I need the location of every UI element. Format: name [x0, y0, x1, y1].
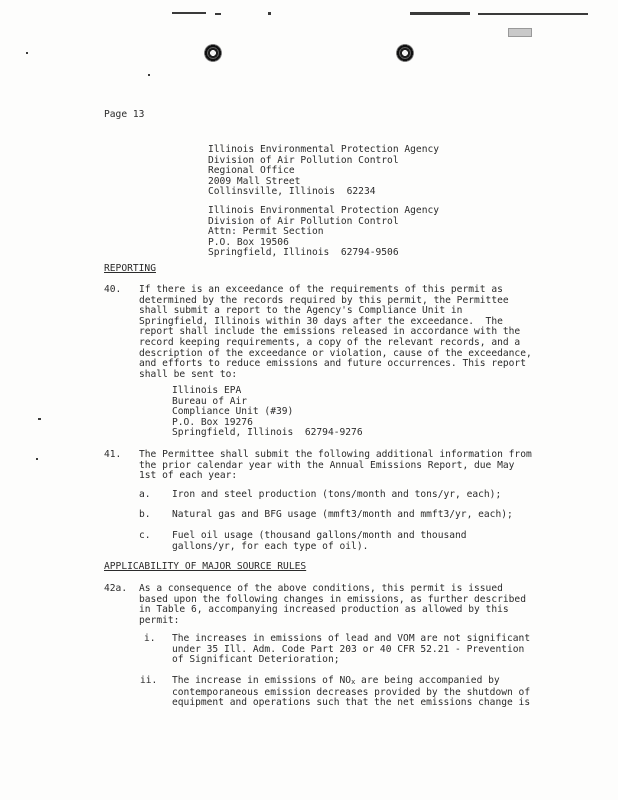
address-block-compliance-unit [172, 386, 363, 439]
address-line: Illinois EPA [172, 385, 242, 396]
paragraph-line: 1st of each year: [139, 470, 238, 482]
address-line: Regional Office [208, 165, 295, 177]
paragraph-line: the prior calendar year with the Annual Emissions Report, due May [139, 459, 515, 471]
paragraph-line: in Table 6, accompanying increased production as allowed by this [139, 604, 509, 616]
address-line: Springfield, Illinois 62794-9276 [172, 427, 363, 439]
scan-edge-mark [268, 12, 271, 15]
item-42a-number: 42a. [104, 583, 128, 594]
punch-hole [204, 44, 222, 62]
subitem-a-text: Iron and steel production (tons/month and tons/yr, each); [172, 489, 502, 500]
paragraph-line: of Significant Deterioration; [172, 654, 340, 666]
page-label: Page 13 [104, 109, 145, 120]
paragraph-line: shall submit a report to the Agency's Compliance Unit in [139, 305, 463, 317]
scan-edge-mark [215, 13, 221, 15]
paragraph-line: The Permittee shall submit the following additional information from [139, 449, 532, 460]
paragraph-line: permit: [139, 614, 180, 626]
paragraph-line: equipment and operations such that the net emissions change is [172, 697, 531, 709]
address-line: Bureau of Air [172, 395, 248, 407]
address-line: Division of Air Pollution Control [208, 215, 399, 227]
address-block-permit-section [208, 206, 439, 259]
address-line: P.O. Box 19276 [172, 416, 253, 428]
paragraph-line: shall be sent to: [139, 368, 238, 380]
item-41-text [139, 450, 532, 482]
paragraph-line: and efforts to reduce emissions and future occurrences. This report [139, 358, 526, 370]
subitem-b-text: Natural gas and BFG usage (mmft3/month and mmft3/yr, each); [172, 509, 513, 520]
paragraph-line: record keeping requirements, a copy of the relevant records, and a [139, 336, 521, 348]
paragraph-line: determined by the records required by this permit, the Permittee [139, 294, 509, 306]
nox-text: The increase in emissions of NO [172, 675, 352, 686]
scan-edge-mark [410, 12, 470, 15]
paragraph-line: The increases in emissions of lead and VOM are not significant [172, 633, 531, 644]
scan-edge-mark [172, 12, 206, 14]
applicability-heading: APPLICABILITY OF MAJOR SOURCE RULES [104, 561, 307, 572]
punch-hole [396, 44, 414, 62]
address-line: P.O. Box 19506 [208, 236, 289, 248]
stamp-mark [508, 28, 532, 37]
subitem-a-label: a. [139, 489, 151, 500]
address-line: Division of Air Pollution Control [208, 154, 399, 166]
paragraph-line: Springfield, Illinois within 30 days after the exceedance. The [139, 315, 503, 327]
address-line: Illinois Environmental Protection Agency [208, 144, 440, 155]
item-42a-i-text [172, 634, 530, 666]
item-42a-i-label: i. [144, 633, 156, 644]
scan-edge-mark [38, 418, 41, 420]
subitem-c-label: c. [139, 530, 151, 541]
address-line: Compliance Unit (#39) [172, 406, 294, 418]
nox-subscript: x [351, 678, 356, 686]
paragraph-line: under 35 Ill. Adm. Code Part 203 or 40 CFR 52.21 - Prevention [172, 643, 525, 655]
address-line: Attn: Permit Section [208, 226, 324, 238]
paragraph-line: Fuel oil usage (thousand gallons/month and thousand [172, 530, 467, 541]
address-line: 2009 Mall Street [208, 175, 301, 187]
item-40-number: 40. [104, 284, 122, 295]
item-41-number: 41. [104, 449, 122, 460]
paragraph-line: If there is an exceedance of the requirements of this permit as [139, 284, 503, 295]
subitem-b-label: b. [139, 509, 151, 520]
subitem-c-text [172, 531, 467, 552]
item-42a-ii-text [172, 676, 530, 709]
reporting-heading: REPORTING [104, 263, 156, 274]
address-line: Collinsville, Illinois 62234 [208, 186, 376, 198]
paragraph-line: gallons/yr, for each type of oil). [172, 540, 369, 552]
address-line: Illinois Environmental Protection Agency [208, 205, 440, 216]
item-40-text [139, 285, 532, 380]
paragraph-line: description of the exceedance or violation, cause of the exceedance, [139, 347, 532, 359]
paragraph-line: based upon the following changes in emissions, as further described [139, 593, 526, 605]
paragraph-line: As a consequence of the above conditions, this permit is issued [139, 583, 503, 594]
paragraph-line [172, 676, 530, 688]
nox-text-after: are being accompanied by [355, 675, 500, 686]
scan-edge-mark [36, 458, 38, 460]
item-42a-text [139, 584, 526, 626]
item-42a-ii-label: ii. [140, 675, 158, 686]
scan-edge-mark [148, 74, 150, 76]
paragraph-line: report shall include the emissions released in accordance with the [139, 326, 521, 338]
scan-edge-mark [26, 52, 28, 54]
address-block-regional [208, 145, 439, 198]
paragraph-line: contemporaneous emission decreases provided by the shutdown of [172, 686, 531, 698]
address-line: Springfield, Illinois 62794-9506 [208, 247, 399, 259]
scan-edge-mark [478, 13, 588, 15]
